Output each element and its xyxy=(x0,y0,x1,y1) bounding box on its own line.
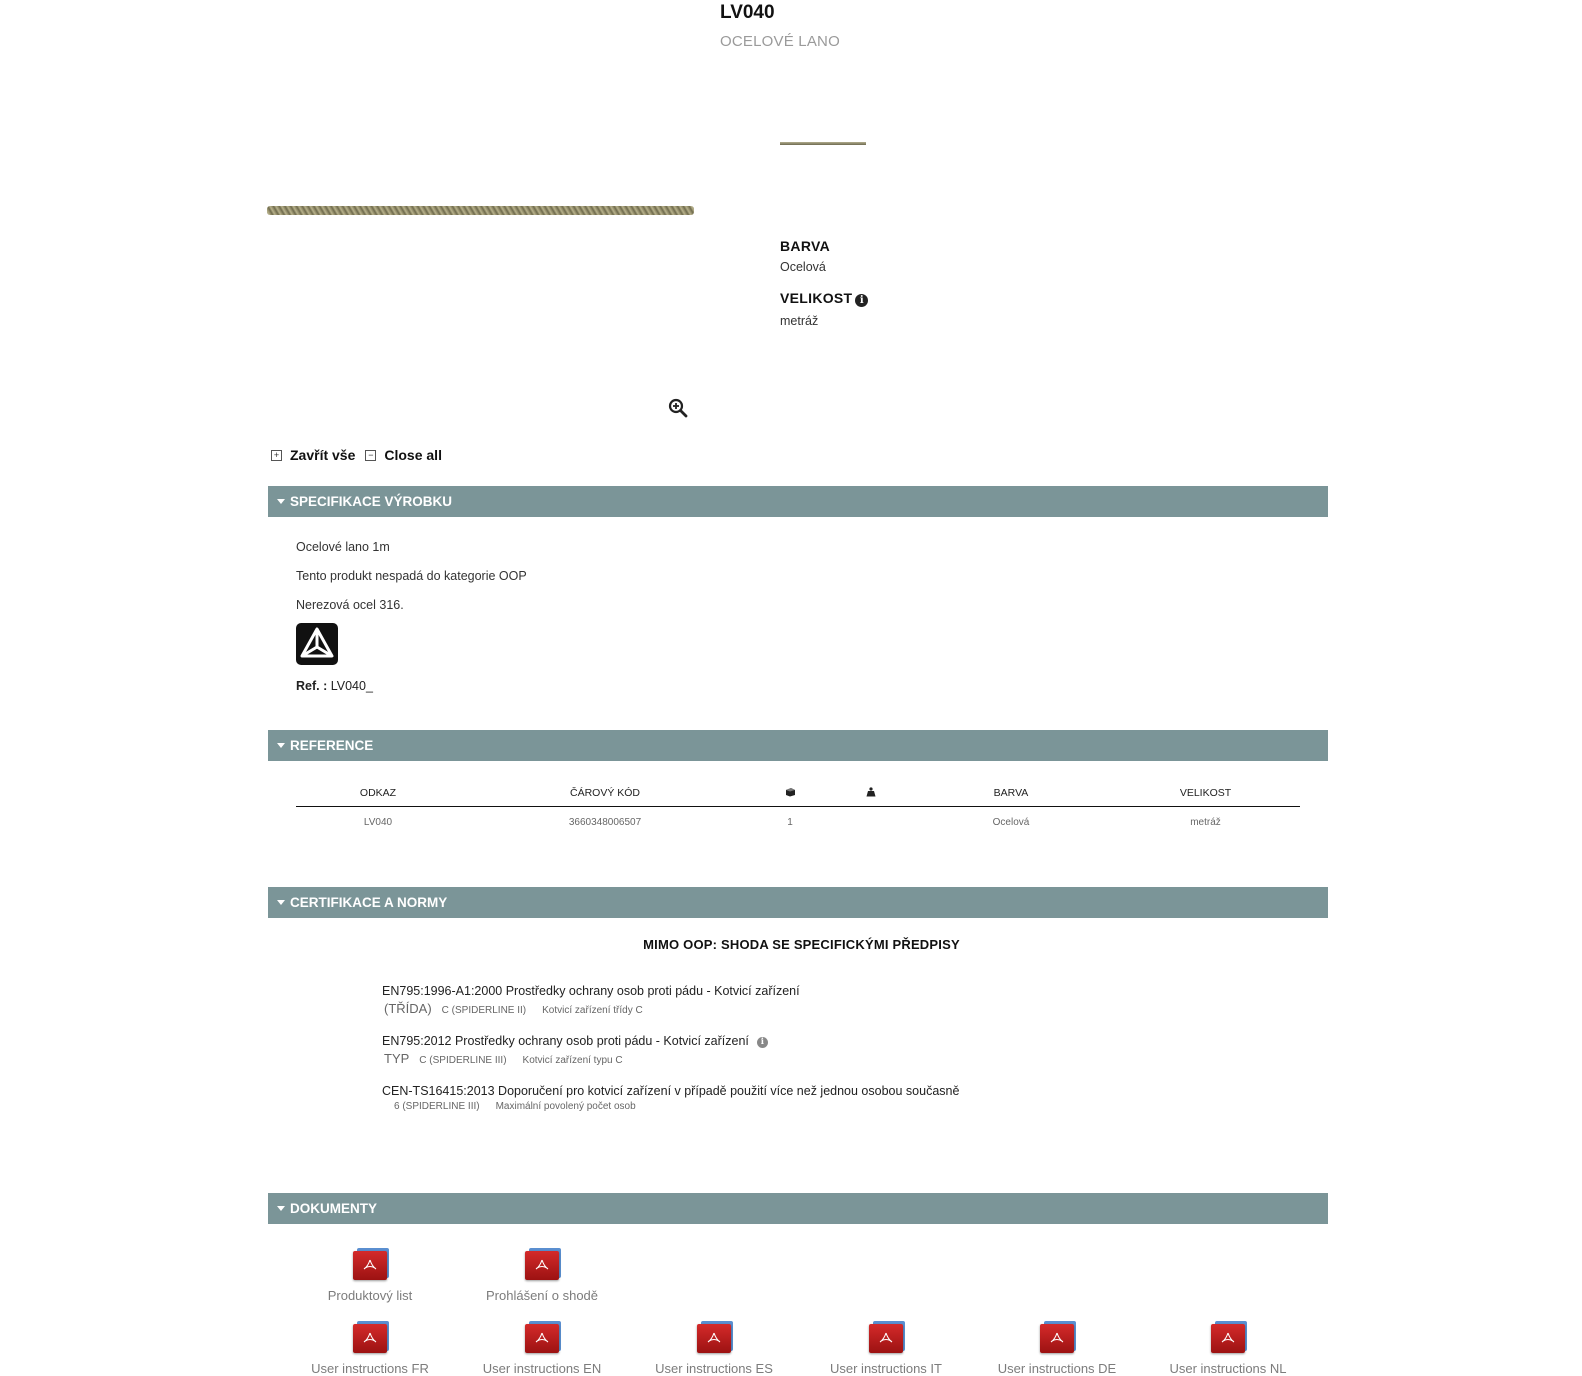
box-icon xyxy=(785,787,796,797)
document-label: Prohlášení o shodě xyxy=(485,1288,599,1303)
standard-name: EN795:1996-A1:2000 Prostředky ochrany osob proti pádu - Kotvicí zařízení xyxy=(382,984,800,998)
caret-down-icon xyxy=(277,900,285,905)
certification-subtitle: MIMO OOP: SHODA SE SPECIFICKÝMI PŘEDPISY xyxy=(643,937,960,952)
document-link[interactable] xyxy=(290,1321,450,1376)
document-link[interactable] xyxy=(806,1321,966,1376)
product-subtitle: OCELOVÉ LANO xyxy=(720,33,840,50)
standard-desc: Kotvicí zařízení třídy C xyxy=(542,1005,643,1016)
section-header-documents[interactable] xyxy=(268,1193,1328,1224)
caret-down-icon xyxy=(277,743,285,748)
pdf-icon xyxy=(353,1248,387,1280)
spec-line: Nerezová ocel 316. xyxy=(296,598,404,612)
size-label: VELIKOST xyxy=(780,290,853,306)
info-icon[interactable]: i xyxy=(757,1037,768,1048)
close-all-button[interactable]: Close all xyxy=(384,447,442,463)
col-header-weight xyxy=(830,787,911,800)
product-image[interactable] xyxy=(267,206,694,215)
cell-barcode: 3660348006507 xyxy=(568,816,642,828)
ref-value: LV040_ xyxy=(330,679,373,693)
expand-square-icon: + xyxy=(271,450,282,461)
reference-table xyxy=(296,780,1300,837)
standard-key: (TŘÍDA) xyxy=(384,1001,432,1016)
standard-detail xyxy=(384,1001,643,1016)
expand-all-button[interactable]: Zavřít vše xyxy=(290,447,356,463)
table-row xyxy=(296,807,1300,837)
section-header-certification[interactable] xyxy=(268,887,1328,918)
document-label: User instructions EN xyxy=(482,1361,602,1376)
product-code: LV040 xyxy=(720,2,775,23)
table-header-row xyxy=(296,780,1300,807)
standard-name: EN795:2012 Prostředky ochrany osob proti pádu - Kotvicí zařízení xyxy=(382,1034,749,1048)
section-title: CERTIFIKACE A NORMY xyxy=(290,895,448,910)
pdf-icon xyxy=(1211,1321,1245,1353)
standard-detail xyxy=(394,1101,636,1112)
spec-line: Tento produkt nespadá do kategorie OOP xyxy=(296,569,527,583)
caret-down-icon xyxy=(277,499,285,504)
document-link[interactable] xyxy=(977,1321,1137,1376)
size-value[interactable]: metráž xyxy=(780,314,819,328)
pdf-icon xyxy=(525,1321,559,1353)
standard-name: CEN-TS16415:2013 Doporučení pro kotvicí zařízení v případě použití více než jednou osobou současně xyxy=(382,1084,960,1098)
document-label: User instructions ES xyxy=(655,1361,773,1376)
standard-value: C (SPIDERLINE II) xyxy=(441,1005,527,1016)
cell-odkaz: LV040 xyxy=(363,816,393,828)
col-header-odkaz: ODKAZ xyxy=(359,787,397,799)
section-title: REFERENCE xyxy=(290,738,374,753)
pdf-icon xyxy=(1040,1321,1074,1353)
pdf-icon xyxy=(697,1321,731,1353)
section-title: SPECIFIKACE VÝROBKU xyxy=(290,494,453,509)
standard-name-row xyxy=(382,1034,768,1048)
document-link[interactable] xyxy=(1148,1321,1308,1376)
document-label: User instructions DE xyxy=(997,1361,1117,1376)
product-thumbnail[interactable] xyxy=(780,142,866,145)
info-icon[interactable]: i xyxy=(855,294,868,307)
weight-icon xyxy=(866,787,876,797)
section-header-reference[interactable] xyxy=(268,730,1328,761)
standard-value: 6 (SPIDERLINE III) xyxy=(394,1101,480,1112)
document-label: User instructions FR xyxy=(311,1361,429,1376)
document-link[interactable] xyxy=(290,1248,450,1303)
document-label: User instructions IT xyxy=(830,1361,942,1376)
color-attribute xyxy=(780,238,830,274)
standard-desc: Maximální povolený počet osob xyxy=(495,1101,636,1112)
cell-barva: Ocelová xyxy=(992,816,1030,828)
document-link[interactable] xyxy=(634,1321,794,1376)
section-header-spec[interactable] xyxy=(268,486,1328,517)
section-title: DOKUMENTY xyxy=(290,1201,377,1216)
size-attribute xyxy=(780,290,868,328)
collapse-square-icon: − xyxy=(365,450,376,461)
col-header-velikost: VELIKOST xyxy=(1179,787,1232,799)
document-link[interactable] xyxy=(462,1321,622,1376)
cell-velikost: metráž xyxy=(1190,816,1221,828)
pdf-icon xyxy=(869,1321,903,1353)
document-link[interactable] xyxy=(462,1248,622,1303)
col-header-barva: BARVA xyxy=(993,787,1029,799)
col-header-barcode: ČÁROVÝ KÓD xyxy=(569,787,640,799)
spec-reference xyxy=(296,679,373,693)
pdf-icon xyxy=(525,1248,559,1280)
ref-label: Ref. : xyxy=(296,679,328,693)
caret-down-icon xyxy=(277,1206,285,1211)
col-header-box xyxy=(750,787,830,800)
standard-detail xyxy=(384,1051,623,1066)
document-label: Produktový list xyxy=(327,1288,413,1303)
petzl-logo-icon xyxy=(296,623,338,665)
color-label: BARVA xyxy=(780,238,830,254)
zoom-in-icon[interactable] xyxy=(668,398,688,418)
color-value[interactable]: Ocelová xyxy=(780,260,826,274)
standard-key: TYP xyxy=(384,1051,410,1066)
spec-line: Ocelové lano 1m xyxy=(296,540,390,554)
document-label: User instructions NL xyxy=(1169,1361,1287,1376)
standard-value: C (SPIDERLINE III) xyxy=(419,1055,507,1066)
pdf-icon xyxy=(353,1321,387,1353)
cell-quantity: 1 xyxy=(787,816,793,828)
standard-desc: Kotvicí zařízení typu C xyxy=(522,1055,623,1066)
section-toggles xyxy=(271,447,452,463)
